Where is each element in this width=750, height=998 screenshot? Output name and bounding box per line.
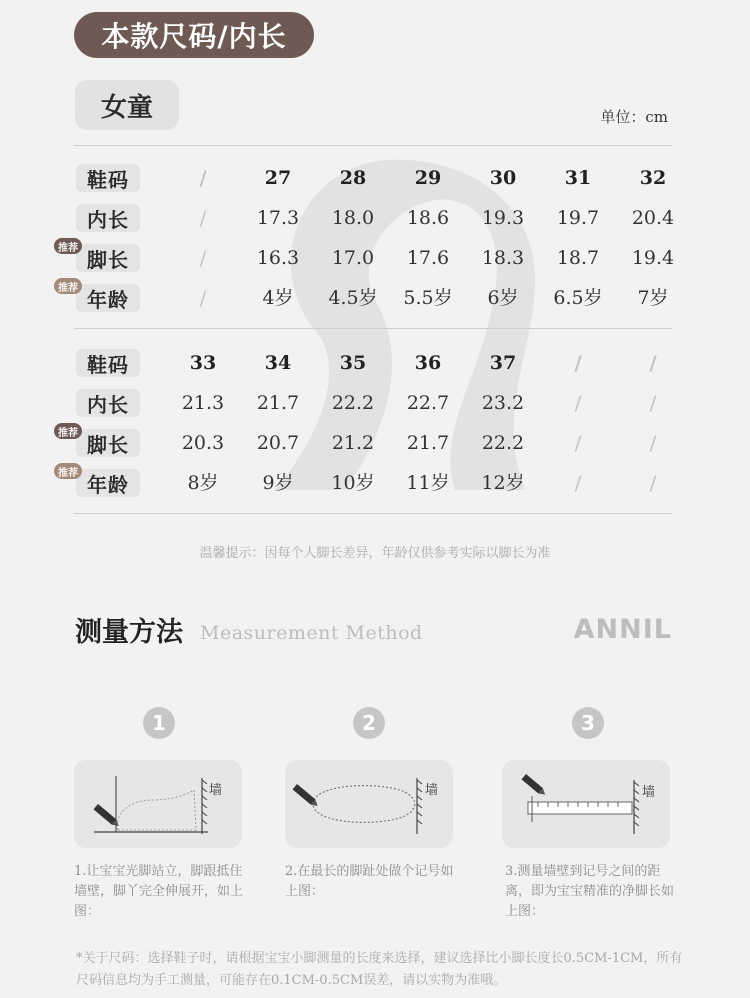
table-row [0, 242, 750, 274]
recommend-badge: 推荐 [54, 238, 82, 254]
row-label: 年龄 [76, 284, 140, 312]
ruler-icon [528, 796, 632, 822]
row-label: 脚长 [76, 244, 140, 272]
table-cell: 18.6 [406, 207, 450, 229]
method-title: 测量方法 [75, 617, 183, 648]
table-cell: 19.4 [631, 247, 675, 269]
table-cell: 22.7 [406, 392, 450, 414]
method-subtitle: Measurement Method [200, 622, 423, 644]
table-cell: / [574, 391, 582, 415]
table-cell: / [574, 471, 582, 495]
pencil-icon [522, 774, 548, 797]
recommend-badge: 推荐 [54, 423, 82, 439]
pencil-icon [293, 784, 320, 809]
table-cell: / [199, 166, 207, 190]
table-row [0, 162, 750, 194]
svg-text:墙: 墙 [209, 783, 223, 798]
row-label: 脚长 [76, 429, 140, 457]
tab-girls[interactable]: 女童 [75, 80, 179, 130]
table-cell: 22.2 [481, 432, 525, 454]
svg-text:墙: 墙 [425, 783, 439, 798]
wall-icon [634, 780, 639, 834]
brand-logo: ANNIL [573, 614, 672, 645]
table-cell: 19.7 [556, 207, 600, 229]
step-1-illustration [74, 760, 242, 848]
table-cell: 17.3 [256, 207, 300, 229]
table-cell: / [649, 391, 657, 415]
table-row [0, 202, 750, 234]
table-cell: 29 [414, 167, 442, 189]
table-cell: 7岁 [637, 287, 669, 309]
notice-text: 温馨提示：因每个人脚长差异，年龄仅供参考实际以脚长为准 [199, 546, 551, 561]
divider [74, 145, 672, 146]
table-cell: 20.3 [181, 432, 225, 454]
table-cell: 5.5岁 [403, 287, 453, 309]
table-cell: 32 [639, 167, 667, 189]
table-cell: / [199, 246, 207, 270]
table-cell: 8岁 [187, 472, 219, 494]
table-cell: 23.2 [481, 392, 525, 414]
foot-icon [116, 776, 196, 832]
table-cell: 6岁 [487, 287, 519, 309]
table-cell: 16.3 [256, 247, 300, 269]
step-2-text: 2.在最长的脚趾处做个记号如上图： [285, 864, 454, 899]
size-footnote: *关于尺码：选择鞋子时，请根据宝宝小脚测量的长度来选择，建议选择比小脚长度长0.5CM-1CM，所有尺码信息均为手工测量，可能存在0.1CM-0.5CM误差，请以实物为准哦。 [76, 951, 683, 988]
table-cell: / [199, 286, 207, 310]
wall-icon [94, 778, 208, 834]
recommend-badge: 推荐 [54, 463, 82, 479]
table-cell: 21.3 [181, 392, 225, 414]
table-cell: 21.2 [331, 432, 375, 454]
page-title: 本款尺码/内长 [74, 12, 314, 58]
table-cell: 27 [264, 167, 292, 189]
table-cell: 22.2 [331, 392, 375, 414]
table-cell: 9岁 [262, 472, 294, 494]
table-cell: 11岁 [406, 472, 450, 494]
table-cell: / [649, 351, 657, 375]
row-label: 鞋码 [76, 164, 140, 192]
wall-icon [417, 778, 422, 834]
table-cell: 4.5岁 [328, 287, 378, 309]
unit-label: 单位：cm [600, 108, 668, 126]
table-cell: 30 [489, 167, 517, 189]
table-row [0, 467, 750, 499]
table-cell: 10岁 [331, 472, 375, 494]
table-row [0, 347, 750, 379]
row-label: 内长 [76, 389, 140, 417]
table-row [0, 282, 750, 314]
row-label: 年龄 [76, 469, 140, 497]
table-cell: / [574, 351, 582, 375]
step-3-number: 3 [572, 707, 604, 739]
step-3-text: 3.测量墙壁到记号之间的距离，即为宝宝精准的净脚长如上图： [505, 864, 675, 919]
table-cell: 18.3 [481, 247, 525, 269]
divider [74, 328, 672, 329]
divider [74, 513, 672, 514]
table-cell: 36 [414, 352, 442, 374]
table-cell: 28 [339, 167, 367, 189]
table-cell: 18.7 [556, 247, 600, 269]
table-row [0, 427, 750, 459]
recommend-badge: 推荐 [54, 278, 82, 294]
table-row [0, 387, 750, 419]
step-1-number: 1 [143, 707, 175, 739]
table-cell: 19.3 [481, 207, 525, 229]
step-3-illustration [502, 760, 670, 848]
table-cell: 37 [489, 352, 517, 374]
step-1-text: 1.让宝宝光脚站立，脚跟抵住墙壁，脚丫完全伸展开，如上图： [74, 864, 244, 919]
table-cell: 17.6 [406, 247, 450, 269]
step-2-number: 2 [353, 707, 385, 739]
row-label: 内长 [76, 204, 140, 232]
table-cell: 18.0 [331, 207, 375, 229]
table-cell: 12岁 [481, 472, 525, 494]
table-cell: 21.7 [406, 432, 450, 454]
table-cell: 17.0 [331, 247, 375, 269]
row-label: 鞋码 [76, 349, 140, 377]
svg-text:墙: 墙 [642, 785, 656, 800]
table-cell: 34 [264, 352, 292, 374]
table-cell: / [649, 431, 657, 455]
pencil-icon [94, 804, 121, 829]
foot-icon [313, 786, 415, 823]
table-cell: 31 [564, 167, 592, 189]
table-cell: 20.7 [256, 432, 300, 454]
table-cell: 20.4 [631, 207, 675, 229]
step-2-illustration [285, 760, 453, 848]
table-cell: / [199, 206, 207, 230]
table-cell: 21.7 [256, 392, 300, 414]
table-cell: 6.5岁 [553, 287, 603, 309]
table-cell: / [574, 431, 582, 455]
table-cell: 4岁 [262, 287, 294, 309]
table-cell: 35 [339, 352, 367, 374]
table-cell: / [649, 471, 657, 495]
table-cell: 33 [189, 352, 217, 374]
